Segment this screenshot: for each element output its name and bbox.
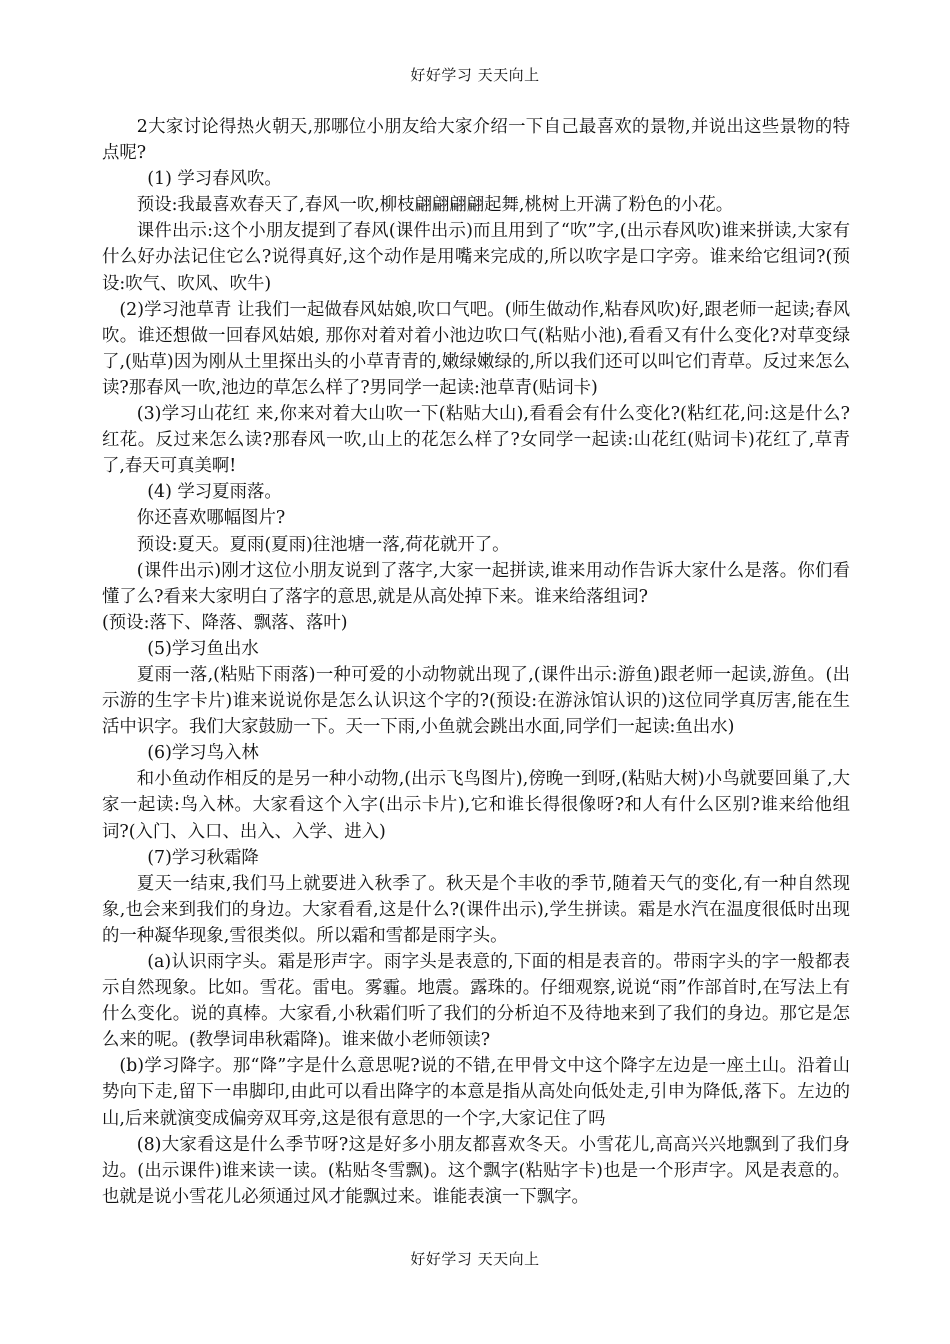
paragraph-sub-a: (a)认识雨字头。霜是形声字。雨字头是表意的,下面的相是表音的。带雨字头的字一般都表示自然现象。比如。雪花。雷电。雾霾。地震。露珠的。仔细观察,说说“雨”作部首时,在写法上有什么变化。说的真棒。大家看,小秋霜们听了我们的分析迫不及待地来到了我们的身边。那它是怎么来的呢。(教學词串秋霜降)。谁来做小老师领读? (102, 952, 850, 1051)
section-heading-6: (6)学习鸟入林 (147, 743, 259, 764)
paragraph: 预设:夏天。夏雨(夏雨)往池塘一落,荷花就开了。 (136, 534, 510, 555)
paragraph-sub-b: (b)学习降字。那“降”字是什么意思呢?说的不错,在甲骨文中这个降字左边是一座土山。沿着山势向下走,留下一串脚印,由此可以看出降字的本意是指从高处向低处走,引申为降低,落下。左边的山,后来就演变成偏旁双耳旁,这是很有意思的一个字,大家记住了吗 (102, 1056, 850, 1129)
section-heading-5: (5)学习鱼出水 (147, 638, 259, 659)
paragraph: (课件出示)刚才这位小朋友说到了落字,大家一起拼读,谁来用动作告诉大家什么是落。你们看懂了么?看来大家明白了落字的意思,就是从高处掉下来。谁来给落组词? (102, 560, 850, 607)
section-heading-1: (1) 学习春风吹。 (147, 169, 282, 190)
section-heading-7: (7)学习秋霜降 (147, 847, 259, 868)
paragraph: 课件出示:这个小朋友提到了春风(课件出示)而且用到了“吹”字,(出示春风吹)谁来拼读,大家有什么好办法记住它么?说得真好,这个动作是用嘴来完成的,所以吹字是口字旁。谁来给它组词?(预设:吹气、吹风、吹牛) (102, 221, 850, 294)
page-header: 好好学习 天天向上 (410, 66, 540, 84)
section-heading-4: (4) 学习夏雨落。 (147, 482, 282, 503)
paragraph: 和小鱼动作相反的是另一种小动物,(出示飞鸟图片),傍晚一到呀,(粘贴大树)小鸟就要回巢了,大家一起读:鸟入林。大家看这个入字(出示卡片),它和谁长得很像呀?和人有什么区别?谁来给他组词?(入门、入口、出入、入学、进入) (102, 769, 850, 842)
paragraph: 你还喜欢哪幅图片? (136, 508, 286, 529)
paragraph: 夏天一结束,我们马上就要进入秋季了。秋天是个丰收的季节,随着天气的变化,有一种自然现象,也会来到我们的身边。大家看看,这是什么?(课件出示),学生拼读。霜是水汽在温度很低时出现的一种凝华现象,雪很类似。所以霜和雪都是雨字头。 (102, 873, 850, 946)
paragraph: 预设:我最喜欢春天了,春风一吹,柳枝翩翩翩翩起舞,桃树上开满了粉色的小花。 (136, 195, 734, 216)
paragraph: (预设:落下、降落、飘落、落叶) (102, 612, 348, 633)
paragraph-section-8: (8)大家看这是什么季节呀?这是好多小朋友都喜欢冬天。小雪花儿,高高兴兴地飘到了我们身边。(出示课件)谁来读一读。(粘贴冬雪飘)。这个飘字(粘贴字卡)也是一个形声字。风是表意的。也就是说小雪花儿必须通过风才能飘过来。谁能表演一下飘字。 (102, 1134, 850, 1207)
document-body (102, 114, 850, 1210)
paragraph: 夏雨一落,(粘贴下雨落)一种可爱的小动物就出现了,(课件出示:游鱼)跟老师一起读,游鱼。(出示游的生字卡片)谁来说说你是怎么认识这个字的?(预设:在游泳馆认识的)这位同学真厉害,能在生活中识字。我们大家鼓励一下。天一下雨,小鱼就会跳出水面,同学们一起读:鱼出水) (102, 664, 850, 738)
page-footer: 好好学习 天天向上 (410, 1250, 540, 1268)
paragraph-section-3: (3)学习山花红 来,你来对着大山吹一下(粘贴大山),看看会有什么变化?(粘红花,问:这是什么?红花。反过来怎么读?那春风一吹,山上的花怎么样了?女同学一起读:山花红(贴词卡)花红了,草青了,春天可真美啊! (102, 404, 850, 477)
paragraph-section-2: (2)学习池草青 让我们一起做春风姑娘,吹口气吧。(师生做动作,粘春风吹)好,跟老师一起读;春风吹。谁还想做一回春风姑娘, 那你对着对着小池边吹口气(粘贴小池),看看又有什么变化?对草变绿了,(贴草)因为刚从土里探出头的小草青青的,嫩绿嫩绿的,所以我们还可以叫它们青草。反过来怎么读?那春风一吹,池边的草怎么样了?男同学一起读:池草青(贴词卡) (102, 299, 850, 398)
paragraph-intro: 2大家讨论得热火朝天,那哪位小朋友给大家介绍一下自己最喜欢的景物,并说出这些景物的特点呢? (102, 117, 850, 164)
